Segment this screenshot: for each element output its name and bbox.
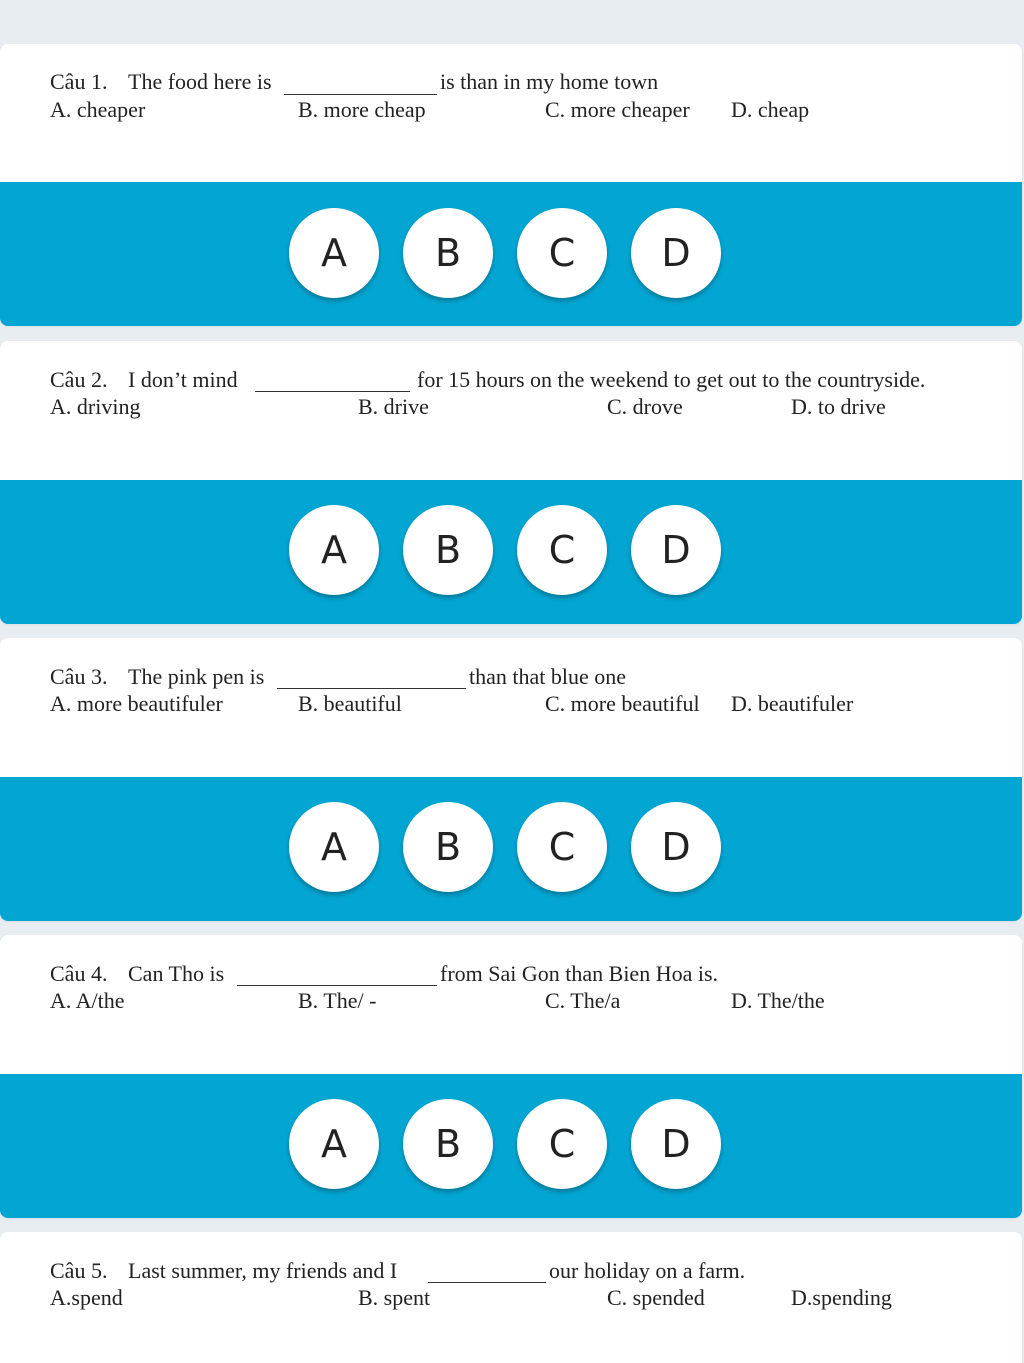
question-text-after: our holiday on a farm. <box>549 1258 746 1283</box>
option-d: D. The/the <box>731 988 825 1013</box>
option-a: A. A/the <box>50 988 125 1013</box>
question-box <box>0 935 1022 1074</box>
question-text-before: Last summer, my friends and I <box>128 1258 398 1283</box>
answer-button-a[interactable] <box>289 505 379 595</box>
answer-button-label: B <box>434 528 462 572</box>
question-prefix: Câu 4. <box>50 961 108 986</box>
question-box <box>0 1232 1022 1363</box>
option-b: B. beautiful <box>298 691 402 716</box>
answer-button-b[interactable] <box>403 505 493 595</box>
answer-button-a[interactable] <box>289 208 379 298</box>
answer-button-c[interactable] <box>517 1099 607 1189</box>
answer-button-c[interactable] <box>517 208 607 298</box>
question-card-3 <box>0 638 1022 921</box>
answer-button-label: B <box>434 825 462 869</box>
answer-blank <box>284 94 437 95</box>
answer-button-label: D <box>661 231 691 275</box>
option-a: A. driving <box>50 394 141 419</box>
question-card-1 <box>0 44 1022 326</box>
question-text-before: Can Tho is <box>128 961 225 986</box>
option-a: A. more beautifuler <box>50 691 223 716</box>
answer-blank <box>237 985 437 986</box>
answer-band <box>0 777 1022 921</box>
answer-band <box>0 480 1022 624</box>
option-d: D. beautifuler <box>731 691 854 716</box>
question-text-before: The food here is <box>128 69 272 94</box>
answer-button-label: A <box>321 1122 347 1166</box>
answer-button-c[interactable] <box>517 802 607 892</box>
question-prefix: Câu 2. <box>50 367 108 392</box>
answer-button-label: B <box>434 1122 462 1166</box>
answer-button-label: D <box>661 825 691 869</box>
answer-button-label: C <box>548 825 576 869</box>
answer-band <box>0 182 1022 326</box>
question-card-2 <box>0 341 1022 624</box>
answer-button-b[interactable] <box>403 802 493 892</box>
option-c: C. The/a <box>545 988 621 1013</box>
answer-button-b[interactable] <box>403 1099 493 1189</box>
option-c: C. drove <box>607 394 683 419</box>
option-b: B. drive <box>358 394 429 419</box>
answer-blank <box>428 1282 546 1283</box>
answer-button-label: D <box>661 1122 691 1166</box>
answer-button-label: A <box>321 528 347 572</box>
question-text-after: for 15 hours on the weekend to get out to the countryside. <box>417 367 926 392</box>
question-text-before: I don’t mind <box>128 367 238 392</box>
answer-button-c[interactable] <box>517 505 607 595</box>
option-c: C. spended <box>607 1285 705 1310</box>
question-text-after: is than in my home town <box>440 69 659 94</box>
answer-button-label: C <box>548 231 576 275</box>
question-box <box>0 44 1022 182</box>
answer-band <box>0 1074 1022 1218</box>
option-b: B. more cheap <box>298 97 426 122</box>
question-text-after: from Sai Gon than Bien Hoa is. <box>440 961 719 986</box>
answer-button-d[interactable] <box>631 802 721 892</box>
question-card-4 <box>0 935 1022 1218</box>
question-box <box>0 341 1022 480</box>
question-prefix: Câu 5. <box>50 1258 108 1283</box>
question-text-after: than that blue one <box>469 664 627 689</box>
answer-button-a[interactable] <box>289 802 379 892</box>
question-prefix: Câu 3. <box>50 664 108 689</box>
question-prefix: Câu 1. <box>50 69 108 94</box>
option-d: D. to drive <box>791 394 886 419</box>
answer-button-label: A <box>321 825 347 869</box>
answer-button-label: B <box>434 231 462 275</box>
option-c: C. more beautiful <box>545 691 700 716</box>
answer-blank <box>277 688 466 689</box>
answer-blank <box>255 391 410 392</box>
answer-button-b[interactable] <box>403 208 493 298</box>
question-card-5 <box>0 1232 1022 1363</box>
option-a: A. cheaper <box>50 97 146 122</box>
option-d: D.spending <box>791 1285 892 1310</box>
answer-button-label: C <box>548 1122 576 1166</box>
question-box <box>0 638 1022 777</box>
option-d: D. cheap <box>731 97 810 122</box>
option-a: A.spend <box>50 1285 123 1310</box>
answer-button-label: A <box>321 231 347 275</box>
answer-button-d[interactable] <box>631 505 721 595</box>
answer-button-label: C <box>548 528 576 572</box>
answer-button-a[interactable] <box>289 1099 379 1189</box>
answer-button-d[interactable] <box>631 208 721 298</box>
option-b: B. The/ - <box>298 988 377 1013</box>
answer-button-label: D <box>661 528 691 572</box>
question-text-before: The pink pen is <box>128 664 265 689</box>
option-b: B. spent <box>358 1285 431 1310</box>
option-c: C. more cheaper <box>545 97 690 122</box>
answer-button-d[interactable] <box>631 1099 721 1189</box>
